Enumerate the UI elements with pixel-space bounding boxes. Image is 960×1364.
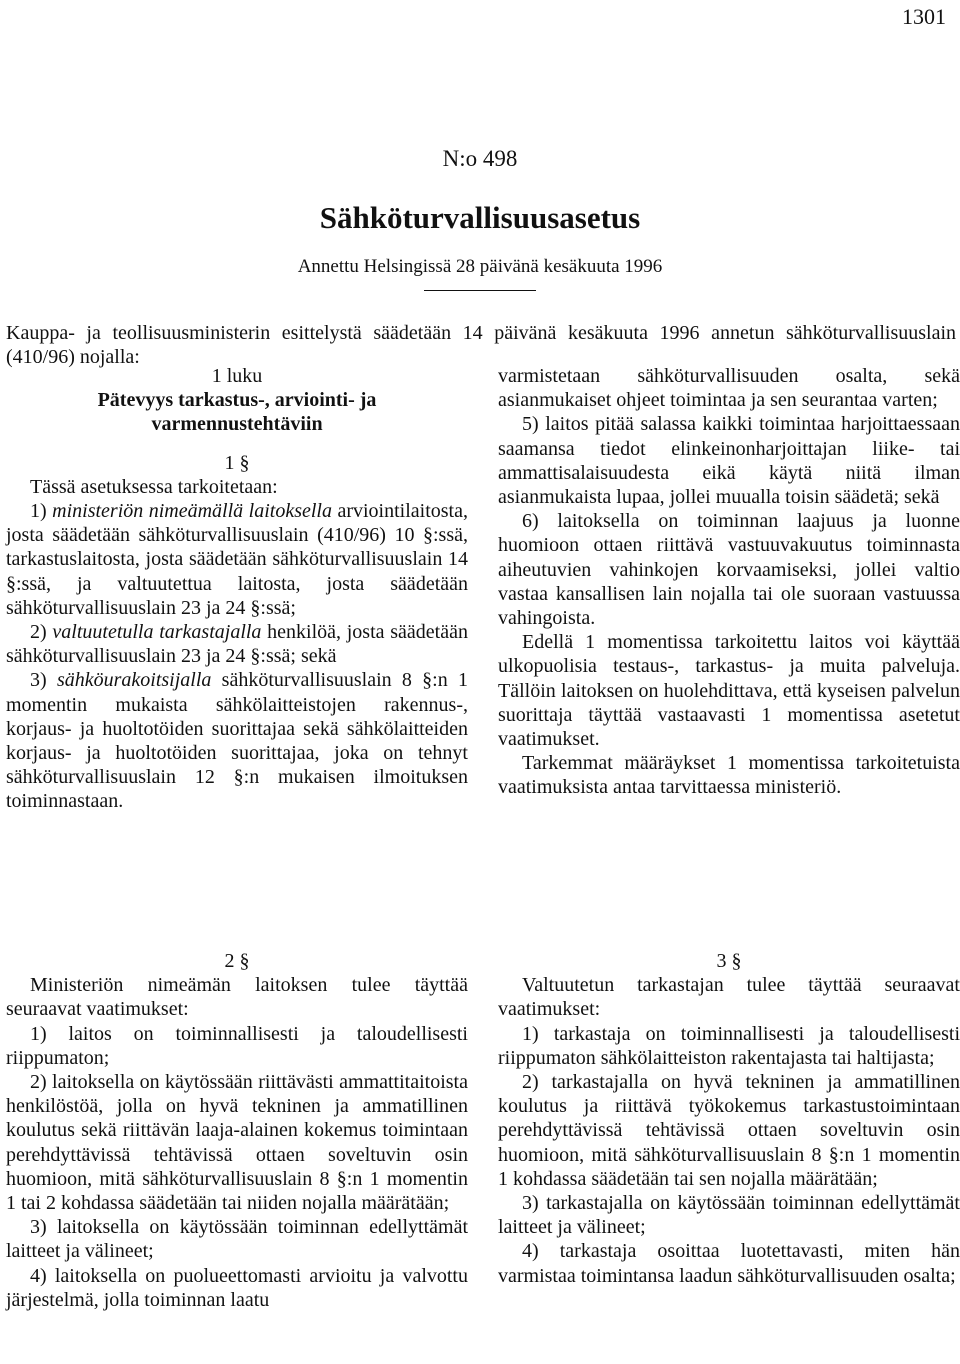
section-1-item-3: 3) sähköurakoitsijalla sähköturvallisuuslain 8 §:n 1 momentin mukaista sähkölaitteistojen rakennus-, korjaus- ja huoltotöiden suorittajaa sekä sähkölaitteiden korjaus- ja huoltotöiden suorittajaa, joka on tehnyt sähköturvallisuuslain 12 §:n mukaisen ilmoituksen toiminnastaan. xyxy=(6,669,468,813)
section-1-intro: Tässä asetuksessa tarkoitetaan: xyxy=(30,475,278,498)
section-3-item-3: 3) tarkastajalla on käytössään toiminnan edellyttämät laitteet ja välineet; xyxy=(498,1192,960,1239)
act-number: N:o 498 xyxy=(442,146,518,171)
section-2-item-1: 1) laitos on toiminnallisesti ja taloudellisesti riippumaton; xyxy=(6,1022,468,1069)
page-number: 1301 xyxy=(902,4,946,29)
act-title: Sähköturvallisuusasetus xyxy=(319,200,641,235)
section-3-intro: Valtuutetun tarkastajan tulee täyttää seuraavat vaatimukset: xyxy=(498,974,960,1021)
section-1-item-1: 1) ministeriön nimeämällä laitoksella arviointilaitosta, josta säädetään sähköturvallisuuslain (410/96) 10 §:ssä, tarkastuslaitosta, josta säädetään sähköturvallisuuslain 14 §:ssä, ja valtuutettua laitosta, josta säädetään sähköturvallisuuslain 23 ja 24 §:ssä; xyxy=(6,500,468,619)
section-2-item-4: 4) laitoksella on puolueettomasti arvioitu ja valvottu järjestelmä, jolla toiminnan laatu xyxy=(6,1264,468,1311)
issued-date: Annettu Helsingissä 28 päivänä kesäkuuta 1996 xyxy=(297,256,663,277)
chapter-heading: Pätevyys tarkastus-, arviointi- ja varmennustehtäviin xyxy=(97,389,377,436)
section-2-item-4-continued: varmistetaan sähköturvallisuuden osalta, sekä asianmukaiset ohjeet toimintaa ja sen seurantaa varten; xyxy=(498,365,960,412)
section-2-item-2: 2) laitoksella on käytössään riittävästi ammattitaitoista henkilöstöä, jolla on hyvä tekninen ja ammatillinen koulutus sekä riittävän laaja-alainen kokemus toimintaan perehdyttävissä tehtävissä ottaen soveltuvin osin huomioon, mitä sähköturvallisuuslain 8 §:n 1 momentin 1 tai 2 kohdassa säädetään tai niiden nojalla määrätään; xyxy=(6,1071,468,1215)
section-2-item-6: 6) laitoksella on toiminnan laajuus ja luonne huomioon ottaen riittävä vastuuvakuutus toiminnasta aiheutuvien vahinkojen korvaamiseksi, jollei valtio vastaa kansallisen lain nojalla tai ole suoraan vastuussa vahingoista. xyxy=(498,510,960,630)
section-1-item-2: 2) valtuutetulla tarkastajalla henkilöä, josta säädetään sähköturvallisuuslain 23 ja 24 §:ssä; sekä xyxy=(6,621,468,668)
section-3-item-4: 4) tarkastaja osoittaa luotettavasti, miten hän varmistaa toimintansa laadun sähköturvallisuuden osalta; xyxy=(498,1240,960,1287)
section-2-paragraph-3: Tarkemmat määräykset 1 momentissa tarkoitetuista vaatimuksista antaa tarvittaessa ministeriö. xyxy=(498,752,960,799)
upper-left-column xyxy=(6,364,468,814)
section-2-paragraph-2: Edellä 1 momentissa tarkoitettu laitos voi käyttää ulkopuolisia testaus-, tarkastus- ja muita palveluja. Tällöin laitoksen on huolehdittava, että kyseisen palvelun suorittaja täyttää vastaavasti 1 momentissa asetetut vaatimukset. xyxy=(498,631,960,751)
defined-term: sähköurakoitsijalla xyxy=(56,669,212,692)
section-2-label: 2 § xyxy=(224,950,250,972)
chapter-number: 1 luku xyxy=(211,365,263,387)
section-3-item-1: 1) tarkastaja on toiminnallisesti ja taloudellisesti riippumaton sähkölaitteiston rakentajasta tai haltijasta; xyxy=(498,1022,960,1069)
defined-term: ministeriön nimeämällä laitoksella xyxy=(52,500,332,523)
section-2-item-5: 5) laitos pitää salassa kaikki toimintaa harjoittaessaan saamansa tiedot elinkeinonharjoittajan liike- tai ammattisalaisuudesta eikä käytä niitä ilman asianmukaista lupaa, jollei muualla toisin säädetä; sekä xyxy=(498,413,960,509)
preamble: Kauppa- ja teollisuusministerin esittelystä säädetään 14 päivänä kesäkuuta 1996 annetun sähköturvallisuuslain (410/96) nojalla: xyxy=(6,322,956,368)
lower-left-column xyxy=(6,949,468,1312)
section-2-intro: Ministeriön nimeämän laitoksen tulee täyttää seuraavat vaatimukset: xyxy=(6,974,468,1021)
lower-right-column xyxy=(498,949,960,1288)
section-3-item-2: 2) tarkastajalla on hyvä tekninen ja ammatillinen koulutus ja riittävä työkokemus tarkastustoimintaan perehdyttävissä tehtävissä ottaen soveltuvin osin huomioon, mitä sähköturvallisuuslain 8 §:n 1 momentin 1 kohdassa säädetään tai sen nojalla määrätään; xyxy=(498,1071,960,1190)
section-1-label: 1 § xyxy=(224,451,250,474)
title-divider xyxy=(424,290,536,291)
defined-term: valtuutetulla tarkastajalla xyxy=(52,621,262,644)
upper-right-column xyxy=(498,364,960,800)
section-2-item-3: 3) laitoksella on käytössään toiminnan edellyttämät laitteet ja välineet; xyxy=(6,1216,468,1263)
section-3-label: 3 § xyxy=(716,950,742,972)
